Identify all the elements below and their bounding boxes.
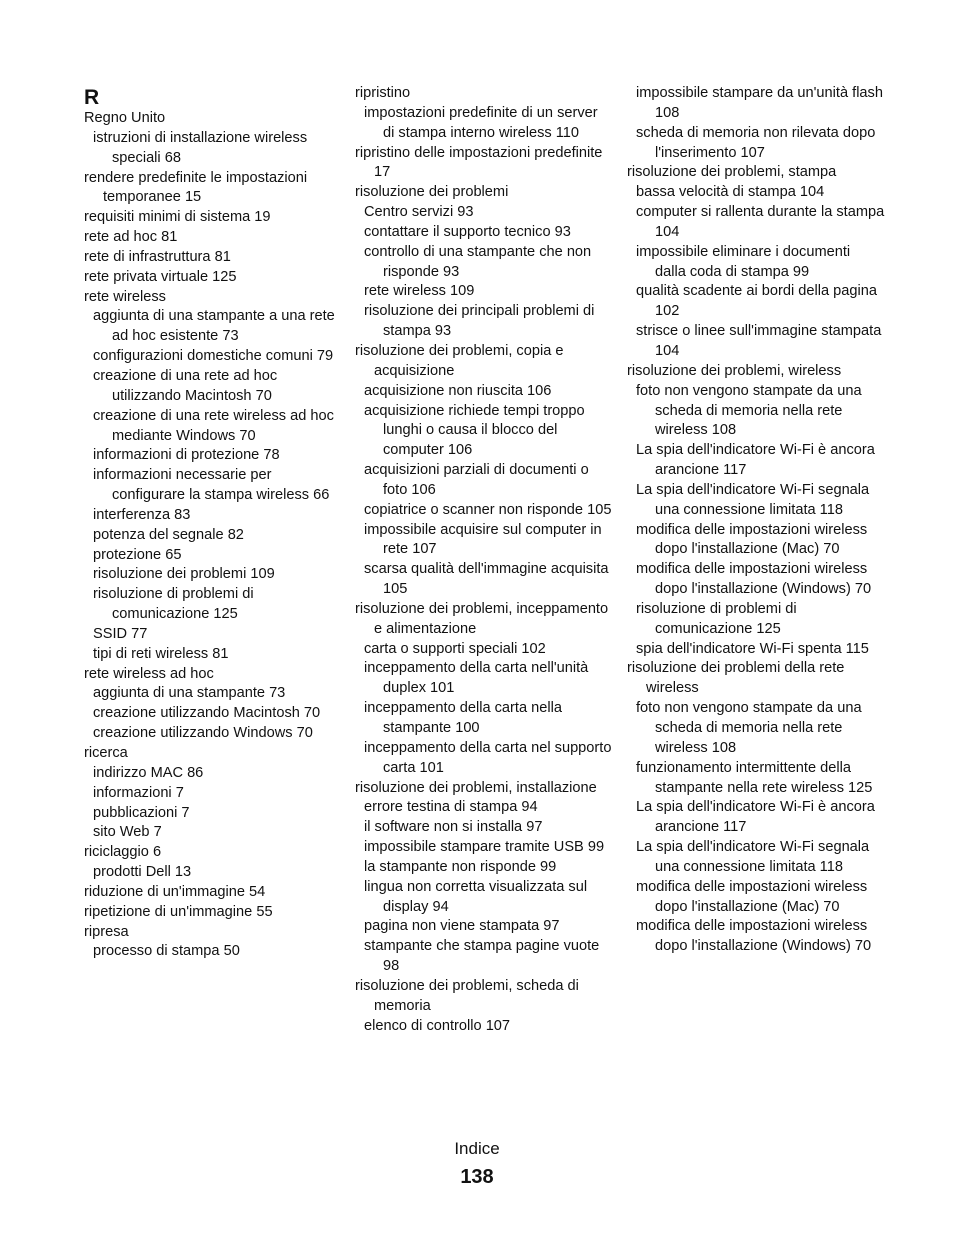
index-entry: riciclaggio 6 xyxy=(84,844,162,861)
index-subentry: impostazioni predefinite di un server di stampa interno wireless 110 xyxy=(364,104,598,141)
index-subentry: prodotti Dell 13 xyxy=(93,864,192,881)
index-subentry: modifica delle impostazioni wireless dopo l'installazione (Windows) 70 xyxy=(636,918,872,955)
index-subentry: interferenza 83 xyxy=(93,506,191,523)
index-subentry: aggiunta di una stampante a una rete ad hoc esistente 73 xyxy=(93,308,335,345)
index-subentry: protezione 65 xyxy=(93,546,182,563)
index-subentry: strisce o linee sull'immagine stampata 104 xyxy=(636,323,882,359)
footer-title: Indice xyxy=(454,1139,500,1158)
index-subentry: impossibile stampare tramite USB 99 xyxy=(364,839,605,856)
index-subentry: scheda di memoria non rilevata dopo l'inserimento 107 xyxy=(636,124,876,161)
index-subentry: potenza del segnale 82 xyxy=(93,526,244,543)
index-column-3 xyxy=(627,84,885,957)
index-subentry: computer si rallenta durante la stampa 104 xyxy=(636,204,885,240)
index-entries-3 xyxy=(627,84,885,957)
index-subentry: risoluzione dei problemi 109 xyxy=(93,566,275,583)
index-subentry: creazione utilizzando Macintosh 70 xyxy=(93,705,321,722)
index-entry: rete privata virtuale 125 xyxy=(84,268,237,285)
index-subentry: modifica delle impostazioni wireless dopo l'installazione (Windows) 70 xyxy=(636,561,872,598)
index-subentry: tipi di reti wireless 81 xyxy=(93,645,229,662)
index-subentry: modifica delle impostazioni wireless dopo l'installazione (Mac) 70 xyxy=(636,521,868,558)
index-subentry: lingua non corretta visualizzata sul display 94 xyxy=(364,878,588,915)
index-entry: riduzione di un'immagine 54 xyxy=(84,883,266,900)
index-subentry: Centro servizi 93 xyxy=(364,204,474,221)
index-subentry: bassa velocità di stampa 104 xyxy=(636,184,825,201)
index-entry: risoluzione dei problemi xyxy=(355,184,509,201)
index-subentry: modifica delle impostazioni wireless dopo l'installazione (Mac) 70 xyxy=(636,878,868,915)
index-subentry: risoluzione di problemi di comunicazione 125 xyxy=(636,600,797,637)
index-subentry: acquisizione richiede tempi troppo lunghi o causa il blocco del computer 106 xyxy=(364,402,585,459)
index-subentry: inceppamento della carta nell'unità duplex 101 xyxy=(364,660,589,697)
index-subentry: aggiunta di una stampante 73 xyxy=(93,685,286,702)
index-subentry: stampante che stampa pagine vuote 98 xyxy=(364,938,600,975)
index-subentry: contattare il supporto tecnico 93 xyxy=(364,223,571,240)
index-subentry: indirizzo MAC 86 xyxy=(93,764,204,781)
section-letter: R xyxy=(84,86,100,109)
index-entries-1 xyxy=(84,109,344,962)
index-entry: risoluzione dei problemi, inceppamento e alimentazione xyxy=(355,600,609,637)
page-number: 138 xyxy=(460,1166,494,1188)
index-subentry: creazione di una rete wireless ad hoc mediante Windows 70 xyxy=(93,407,334,444)
index-entry: rete wireless ad hoc xyxy=(84,665,214,682)
index-entry: rendere predefinite le impostazioni temporanee 15 xyxy=(84,169,308,206)
index-subentry: pagina non viene stampata 97 xyxy=(364,918,560,935)
index-entry: risoluzione dei problemi, stampa xyxy=(627,164,837,181)
index-subentry: scarsa qualità dell'immagine acquisita 105 xyxy=(364,561,609,598)
index-subentry: copiatrice o scanner non risponde 105 xyxy=(364,501,612,518)
index-entry: ripresa xyxy=(84,923,129,940)
index-entry: rete di infrastruttura 81 xyxy=(84,248,231,265)
index-entry: requisiti minimi di sistema 19 xyxy=(84,209,271,226)
index-entry: rete wireless xyxy=(84,288,166,305)
index-subentry: spia dell'indicatore Wi-Fi spenta 115 xyxy=(636,640,869,657)
index-subentry: pubblicazioni 7 xyxy=(93,804,190,821)
index-subentry: impossibile eliminare i documenti dalla coda di stampa 99 xyxy=(636,243,851,280)
index-subentry: inceppamento della carta nel supporto carta 101 xyxy=(364,739,612,776)
index-subentry: La spia dell'indicatore Wi-Fi segnala una connessione limitata 118 xyxy=(636,839,870,875)
index-subentry: risoluzione di problemi di comunicazione 125 xyxy=(93,586,254,623)
index-subentry: informazioni 7 xyxy=(93,784,184,801)
index-entries-2 xyxy=(355,84,613,1037)
index-subentry: qualità scadente ai bordi della pagina 102 xyxy=(636,283,877,320)
index-subentry: carta o supporti speciali 102 xyxy=(364,640,546,657)
index-subentry: risoluzione dei principali problemi di stampa 93 xyxy=(364,303,595,340)
index-entry: risoluzione dei problemi, wireless xyxy=(627,362,842,379)
index-subentry: il software non si installa 97 xyxy=(364,819,543,836)
index-entry: ripristino delle impostazioni predefinite 17 xyxy=(355,144,603,181)
index-entry: rete ad hoc 81 xyxy=(84,229,178,246)
index-subentry: creazione utilizzando Windows 70 xyxy=(93,725,313,742)
index-subentry: foto non vengono stampate da una scheda di memoria nella rete wireless 108 xyxy=(636,382,862,439)
index-subentry: informazioni necessarie per configurare la stampa wireless 66 xyxy=(93,467,330,504)
index-subentry: La spia dell'indicatore Wi-Fi segnala una connessione limitata 118 xyxy=(636,481,870,518)
index-subentry: impossibile acquisire sul computer in rete 107 xyxy=(364,521,602,558)
index-column-2 xyxy=(355,84,613,1037)
index-subentry: elenco di controllo 107 xyxy=(364,1017,511,1034)
index-entry: Regno Unito xyxy=(84,110,166,126)
index-entry: ripetizione di un'immagine 55 xyxy=(84,903,273,920)
index-subentry: SSID 77 xyxy=(93,625,148,642)
index-entry: ripristino xyxy=(355,85,411,101)
index-subentry: configurazioni domestiche comuni 79 xyxy=(93,348,334,365)
index-subentry: foto non vengono stampate da una scheda di memoria nella rete wireless 108 xyxy=(636,700,862,756)
index-subentry: acquisizione non riuscita 106 xyxy=(364,382,552,399)
index-entry: ricerca xyxy=(84,745,128,761)
index-subentry: errore testina di stampa 94 xyxy=(364,799,538,816)
index-subentry: rete wireless 109 xyxy=(364,283,475,300)
index-subentry: inceppamento della carta nella stampante 100 xyxy=(364,700,562,736)
index-entry: risoluzione dei problemi della rete wireless xyxy=(627,660,845,697)
index-subentry: istruzioni di installazione wireless speciali 68 xyxy=(93,129,308,166)
index-subentry: sito Web 7 xyxy=(93,824,162,841)
index-entry: risoluzione dei problemi, scheda di memoria xyxy=(355,977,579,1014)
index-subentry: controllo di una stampante che non risponde 93 xyxy=(364,243,592,280)
index-subentry: La spia dell'indicatore Wi-Fi è ancora arancione 117 xyxy=(636,442,875,479)
index-subentry: informazioni di protezione 78 xyxy=(93,447,280,464)
index-subentry: la stampante non risponde 99 xyxy=(364,858,557,875)
index-subentry: La spia dell'indicatore Wi-Fi è ancora arancione 117 xyxy=(636,799,875,836)
index-column-1 xyxy=(84,84,344,962)
index-entry: risoluzione dei problemi, copia e acquisizione xyxy=(355,342,564,379)
index-subentry: creazione di una rete ad hoc utilizzando Macintosh 70 xyxy=(93,367,278,404)
index-subentry: processo di stampa 50 xyxy=(93,943,240,960)
index-subentry: impossibile stampare da un'unità flash 108 xyxy=(636,85,883,121)
index-entry: risoluzione dei problemi, installazione xyxy=(355,779,597,796)
index-subentry: acquisizioni parziali di documenti o foto 106 xyxy=(364,462,589,498)
index-subentry: funzionamento intermittente della stampante nella rete wireless 125 xyxy=(636,759,873,796)
